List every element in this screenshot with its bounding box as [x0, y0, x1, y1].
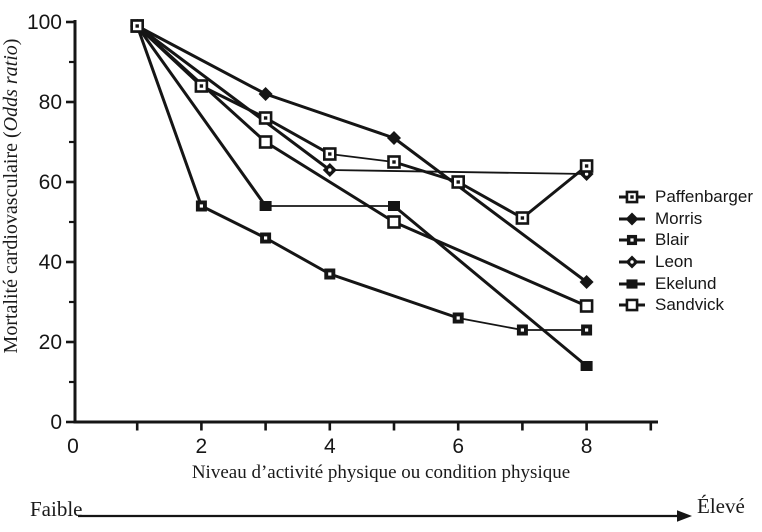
- legend-item-ekelund: [619, 273, 753, 295]
- x-tick-label: 2: [195, 435, 208, 458]
- marker-center-dot: [264, 236, 267, 239]
- x-tick-label: 6: [452, 435, 465, 458]
- data-point-marker: [626, 212, 639, 225]
- y-axis-label-italic: Odds ratio: [0, 45, 22, 132]
- marker-center-dot: [457, 180, 460, 183]
- legend-label: Blair: [655, 230, 690, 250]
- marker-center-dot: [328, 272, 331, 275]
- data-point-marker: [581, 301, 592, 312]
- marker-center-dot: [136, 24, 139, 27]
- legend-label: Ekelund: [655, 273, 717, 293]
- legend-marker-icon: [619, 275, 645, 293]
- y-axis-label-text: Mortalité cardiovasculaire (: [0, 131, 22, 354]
- legend-label: Paffenbarger: [655, 186, 753, 206]
- series-line-leon: [137, 26, 330, 170]
- series-line-paffenbarger: [330, 154, 394, 162]
- marker-center-dot: [630, 195, 633, 198]
- series-line-paffenbarger: [458, 182, 522, 218]
- legend-marker-icon: [619, 188, 645, 206]
- legend: [619, 186, 753, 316]
- x-tick-label: 4: [323, 435, 336, 458]
- y-tick-label: 0: [50, 411, 62, 434]
- series-line-ekelund: [137, 26, 265, 206]
- legend-item-blair: [619, 229, 753, 251]
- series-line-blair: [330, 274, 458, 318]
- marker-center-dot: [521, 328, 524, 331]
- legend-label: Leon: [655, 251, 693, 271]
- y-axis-label: [0, 16, 26, 376]
- marker-center-dot: [585, 172, 588, 175]
- marker-center-dot: [630, 239, 633, 242]
- footer-arrow-head: [677, 510, 692, 522]
- y-tick-label: 20: [38, 331, 62, 354]
- series-line-blair: [458, 318, 522, 330]
- series-line-ekelund: [394, 206, 587, 366]
- data-point-marker: [389, 217, 400, 228]
- data-point-marker: [260, 137, 271, 148]
- legend-item-paffenbarger: [619, 186, 753, 208]
- series-line-blair: [201, 206, 265, 238]
- y-tick-label: 100: [26, 11, 62, 34]
- data-point-marker: [388, 201, 400, 211]
- y-tick-label: 40: [38, 251, 62, 274]
- legend-marker-icon: [619, 253, 645, 271]
- legend-marker-icon: [619, 210, 645, 228]
- marker-center-dot: [328, 152, 331, 155]
- legend-item-morris: [619, 208, 753, 230]
- marker-center-dot: [264, 116, 267, 119]
- footer-low-label: Faible: [30, 497, 83, 521]
- legend-item-leon: [619, 251, 753, 273]
- series-line-morris: [266, 94, 394, 138]
- marker-center-dot: [200, 84, 203, 87]
- data-point-marker: [260, 201, 272, 211]
- y-tick-label: 80: [38, 91, 62, 114]
- series-line-morris: [394, 138, 587, 282]
- data-point-marker: [626, 279, 637, 288]
- x-tick-label: 8: [580, 435, 593, 458]
- series-line-blair: [266, 238, 330, 274]
- y-axis-label-close: ): [0, 38, 22, 46]
- marker-center-dot: [630, 260, 633, 263]
- footer-high-label: Élevé: [697, 494, 745, 518]
- marker-center-dot: [392, 160, 395, 163]
- legend-marker-icon: [619, 231, 645, 249]
- legend-label: Sandvick: [655, 295, 724, 315]
- series-line-sandvick: [394, 222, 587, 306]
- x-axis-label: Niveau d’activité physique ou condition physique: [191, 462, 571, 483]
- x-tick-label: 0: [67, 435, 79, 458]
- marker-center-dot: [200, 204, 203, 207]
- marker-center-dot: [457, 316, 460, 319]
- series-line-leon: [330, 170, 587, 174]
- marker-center-dot: [585, 328, 588, 331]
- y-tick-label: 60: [38, 171, 62, 194]
- marker-center-dot: [521, 216, 524, 219]
- data-point-marker: [627, 300, 637, 310]
- data-point-marker: [581, 361, 593, 371]
- legend-item-sandvick: [619, 294, 753, 316]
- marker-center-dot: [328, 168, 331, 171]
- data-point-marker: [259, 87, 273, 101]
- marker-center-dot: [585, 164, 588, 167]
- legend-label: Morris: [655, 208, 703, 228]
- legend-marker-icon: [619, 296, 645, 314]
